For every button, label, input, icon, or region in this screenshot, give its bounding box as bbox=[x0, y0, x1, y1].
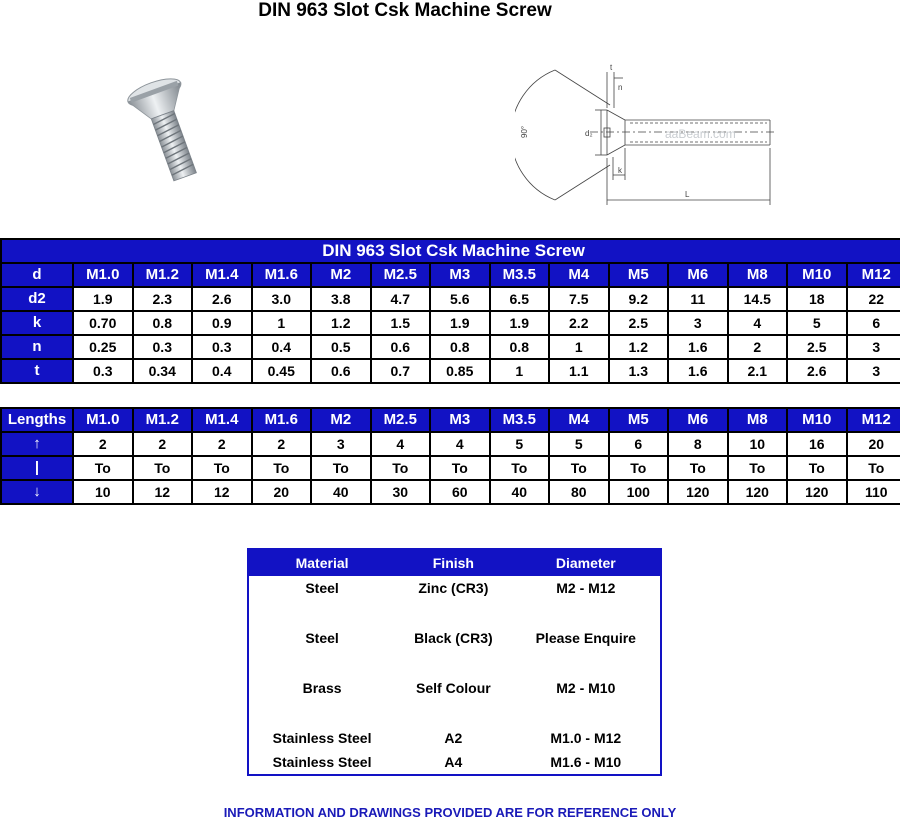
material-header: Material bbox=[248, 549, 395, 576]
size-header: M1.6 bbox=[252, 263, 312, 287]
table-cell: 0.7 bbox=[371, 359, 431, 383]
table-cell: 0.5 bbox=[311, 335, 371, 359]
table-cell: 100 bbox=[609, 480, 669, 504]
table-cell: To bbox=[490, 456, 550, 480]
table-cell: 1 bbox=[490, 359, 550, 383]
finish-cell: Black (CR3) bbox=[414, 630, 493, 646]
technical-drawing bbox=[515, 60, 780, 210]
table-cell: 20 bbox=[252, 480, 312, 504]
dimensions-title-row bbox=[1, 239, 900, 263]
table-cell: 0.70 bbox=[73, 311, 133, 335]
table-cell: 5 bbox=[787, 311, 847, 335]
row-label: d2 bbox=[1, 287, 73, 311]
table-cell: 40 bbox=[490, 480, 550, 504]
table-cell: 6.5 bbox=[490, 287, 550, 311]
table-cell: 2 bbox=[252, 432, 312, 456]
table-cell: 4 bbox=[430, 432, 490, 456]
arrow-down-icon: ↓ bbox=[1, 480, 73, 504]
diameter-cell: Please Enquire bbox=[535, 630, 636, 646]
table-cell: 1.9 bbox=[490, 311, 550, 335]
table-row bbox=[248, 726, 661, 750]
table-cell: 110 bbox=[847, 480, 900, 504]
table-cell: 1.6 bbox=[668, 359, 728, 383]
size-header: M2.5 bbox=[371, 263, 431, 287]
materials-table bbox=[247, 548, 662, 776]
table-cell: 0.8 bbox=[490, 335, 550, 359]
table-cell: To bbox=[430, 456, 490, 480]
row-label: d bbox=[1, 263, 73, 287]
table-cell: 0.25 bbox=[73, 335, 133, 359]
angle-label: 90° bbox=[520, 125, 529, 138]
table-cell: 0.4 bbox=[192, 359, 252, 383]
table-cell: 0.3 bbox=[133, 335, 193, 359]
table-cell: 0.34 bbox=[133, 359, 193, 383]
size-header: M1.0 bbox=[73, 408, 133, 432]
table-row bbox=[248, 576, 661, 600]
size-header: M4 bbox=[549, 408, 609, 432]
table-row bbox=[1, 432, 900, 456]
table-row bbox=[1, 456, 900, 480]
table-cell: 1 bbox=[549, 335, 609, 359]
spacer-row bbox=[248, 600, 661, 626]
table-cell: 0.9 bbox=[192, 311, 252, 335]
row-label: t bbox=[1, 359, 73, 383]
size-header: M6 bbox=[668, 408, 728, 432]
size-header: M8 bbox=[728, 263, 788, 287]
table-cell: To bbox=[133, 456, 193, 480]
table-cell: 3 bbox=[311, 432, 371, 456]
table-cell: 1.9 bbox=[73, 287, 133, 311]
table-cell: 2.6 bbox=[192, 287, 252, 311]
table-cell: 16 bbox=[787, 432, 847, 456]
table-row bbox=[1, 287, 900, 311]
size-header: M3.5 bbox=[490, 408, 550, 432]
size-header: M2.5 bbox=[371, 408, 431, 432]
table-cell: 1.9 bbox=[430, 311, 490, 335]
table-cell: 0.3 bbox=[73, 359, 133, 383]
table-cell: 40 bbox=[311, 480, 371, 504]
table-cell: To bbox=[311, 456, 371, 480]
materials-header-row bbox=[248, 549, 661, 576]
size-header: M3 bbox=[430, 263, 490, 287]
table-cell: 14.5 bbox=[728, 287, 788, 311]
t-label: t bbox=[610, 63, 613, 72]
table-cell: 0.6 bbox=[371, 335, 431, 359]
size-header: M12 bbox=[847, 408, 900, 432]
table-cell: 1.5 bbox=[371, 311, 431, 335]
finish-header: Finish bbox=[395, 549, 511, 576]
table-cell: To bbox=[847, 456, 900, 480]
diameter-cell: M1.6 - M10 bbox=[550, 754, 622, 770]
diameter-cell: M2 - M10 bbox=[556, 680, 616, 696]
size-header: M1.4 bbox=[192, 263, 252, 287]
table-cell: To bbox=[668, 456, 728, 480]
table-cell: 6 bbox=[847, 311, 900, 335]
size-header: M5 bbox=[609, 408, 669, 432]
table-cell: 22 bbox=[847, 287, 900, 311]
table-cell: 9.2 bbox=[609, 287, 669, 311]
table-row bbox=[1, 359, 900, 383]
table-cell: 2.6 bbox=[787, 359, 847, 383]
table-cell: 5.6 bbox=[430, 287, 490, 311]
table-row bbox=[1, 311, 900, 335]
dimensions-table bbox=[0, 238, 900, 384]
reference-disclaimer: INFORMATION AND DRAWINGS PROVIDED ARE FOR REFERENCE ONLY bbox=[223, 805, 677, 820]
table-cell: To bbox=[73, 456, 133, 480]
size-header: M1.6 bbox=[252, 408, 312, 432]
table-cell: 3 bbox=[847, 335, 900, 359]
table-cell: 3.8 bbox=[311, 287, 371, 311]
table-cell: 4 bbox=[371, 432, 431, 456]
table-cell: 4 bbox=[728, 311, 788, 335]
table-cell: 10 bbox=[728, 432, 788, 456]
row-label: k bbox=[1, 311, 73, 335]
k-label: k bbox=[618, 166, 622, 175]
table-cell: 120 bbox=[728, 480, 788, 504]
length-label: L bbox=[685, 190, 690, 199]
table-cell: 11 bbox=[668, 287, 728, 311]
table-cell: To bbox=[252, 456, 312, 480]
table-cell: 0.3 bbox=[192, 335, 252, 359]
size-header: M1.4 bbox=[192, 408, 252, 432]
table-cell: 60 bbox=[430, 480, 490, 504]
table-cell: 6 bbox=[609, 432, 669, 456]
table-cell: To bbox=[549, 456, 609, 480]
table-cell: 120 bbox=[668, 480, 728, 504]
lengths-header-row bbox=[1, 408, 900, 432]
table-row bbox=[1, 480, 900, 504]
table-cell: 2 bbox=[728, 335, 788, 359]
material-cell: Steel bbox=[305, 580, 339, 596]
size-header: M1.2 bbox=[133, 408, 193, 432]
table-cell: 4.7 bbox=[371, 287, 431, 311]
row-label: Lengths bbox=[1, 408, 73, 432]
size-header: M4 bbox=[549, 263, 609, 287]
dimensions-header-row bbox=[1, 263, 900, 287]
table-cell: 0.6 bbox=[311, 359, 371, 383]
size-header: M2 bbox=[311, 408, 371, 432]
finish-cell: A2 bbox=[444, 730, 463, 746]
dimensions-table-title: DIN 963 Slot Csk Machine Screw bbox=[1, 239, 900, 263]
table-row bbox=[248, 676, 661, 700]
table-cell: 3 bbox=[668, 311, 728, 335]
table-cell: 30 bbox=[371, 480, 431, 504]
page-title: DIN 963 Slot Csk Machine Screw bbox=[258, 0, 552, 21]
spacer-row bbox=[248, 650, 661, 676]
size-header: M6 bbox=[668, 263, 728, 287]
table-cell: 10 bbox=[73, 480, 133, 504]
table-cell: 12 bbox=[192, 480, 252, 504]
material-cell: Stainless Steel bbox=[272, 730, 372, 746]
lengths-table bbox=[0, 407, 900, 505]
table-cell: 1.1 bbox=[549, 359, 609, 383]
size-header: M2 bbox=[311, 263, 371, 287]
table-cell: 0.8 bbox=[430, 335, 490, 359]
material-cell: Steel bbox=[305, 630, 339, 646]
table-cell: 5 bbox=[490, 432, 550, 456]
table-cell: To bbox=[192, 456, 252, 480]
table-cell: 2 bbox=[192, 432, 252, 456]
table-cell: 1.6 bbox=[668, 335, 728, 359]
size-header: M8 bbox=[728, 408, 788, 432]
table-cell: 0.4 bbox=[252, 335, 312, 359]
spacer-row bbox=[248, 700, 661, 726]
table-cell: 2.2 bbox=[549, 311, 609, 335]
size-header: M12 bbox=[847, 263, 900, 287]
table-cell: 2.1 bbox=[728, 359, 788, 383]
finish-cell: A4 bbox=[444, 754, 463, 770]
table-row bbox=[248, 626, 661, 650]
diameter-cell: M1.0 - M12 bbox=[550, 730, 622, 746]
table-cell: To bbox=[728, 456, 788, 480]
table-cell: 12 bbox=[133, 480, 193, 504]
table-cell: 1.2 bbox=[311, 311, 371, 335]
table-cell: 0.45 bbox=[252, 359, 312, 383]
table-cell: 5 bbox=[549, 432, 609, 456]
size-header: M5 bbox=[609, 263, 669, 287]
material-cell: Brass bbox=[302, 680, 342, 696]
diameter-header: Diameter bbox=[512, 549, 661, 576]
table-cell: 3 bbox=[847, 359, 900, 383]
d2-label: d₂ bbox=[585, 129, 593, 138]
table-row bbox=[1, 335, 900, 359]
watermark: aaBeam.com bbox=[665, 127, 736, 141]
row-label: n bbox=[1, 335, 73, 359]
finish-cell: Self Colour bbox=[416, 680, 491, 696]
table-row bbox=[248, 750, 661, 775]
table-cell: 2.3 bbox=[133, 287, 193, 311]
table-cell: 1 bbox=[252, 311, 312, 335]
table-cell: 80 bbox=[549, 480, 609, 504]
size-header: M3 bbox=[430, 408, 490, 432]
table-cell: 8 bbox=[668, 432, 728, 456]
table-cell: 1.2 bbox=[609, 335, 669, 359]
size-header: M10 bbox=[787, 263, 847, 287]
table-cell: 20 bbox=[847, 432, 900, 456]
finish-cell: Zinc (CR3) bbox=[418, 580, 489, 596]
table-cell: To bbox=[609, 456, 669, 480]
table-cell: To bbox=[371, 456, 431, 480]
screw-photo bbox=[122, 72, 212, 187]
table-cell: 120 bbox=[787, 480, 847, 504]
table-cell: 2 bbox=[73, 432, 133, 456]
table-cell: To bbox=[787, 456, 847, 480]
size-header: M1.2 bbox=[133, 263, 193, 287]
arrow-up-icon: ↑ bbox=[1, 432, 73, 456]
vertical-bar-icon: | bbox=[1, 456, 73, 480]
table-cell: 18 bbox=[787, 287, 847, 311]
material-cell: Stainless Steel bbox=[272, 754, 372, 770]
table-cell: 2.5 bbox=[787, 335, 847, 359]
table-cell: 2 bbox=[133, 432, 193, 456]
size-header: M10 bbox=[787, 408, 847, 432]
size-header: M1.0 bbox=[73, 263, 133, 287]
table-cell: 0.85 bbox=[430, 359, 490, 383]
table-cell: 1.3 bbox=[609, 359, 669, 383]
table-cell: 3.0 bbox=[252, 287, 312, 311]
table-cell: 2.5 bbox=[609, 311, 669, 335]
table-cell: 0.8 bbox=[133, 311, 193, 335]
size-header: M3.5 bbox=[490, 263, 550, 287]
diameter-cell: M2 - M12 bbox=[556, 580, 616, 596]
n-label: n bbox=[618, 83, 623, 92]
table-cell: 7.5 bbox=[549, 287, 609, 311]
